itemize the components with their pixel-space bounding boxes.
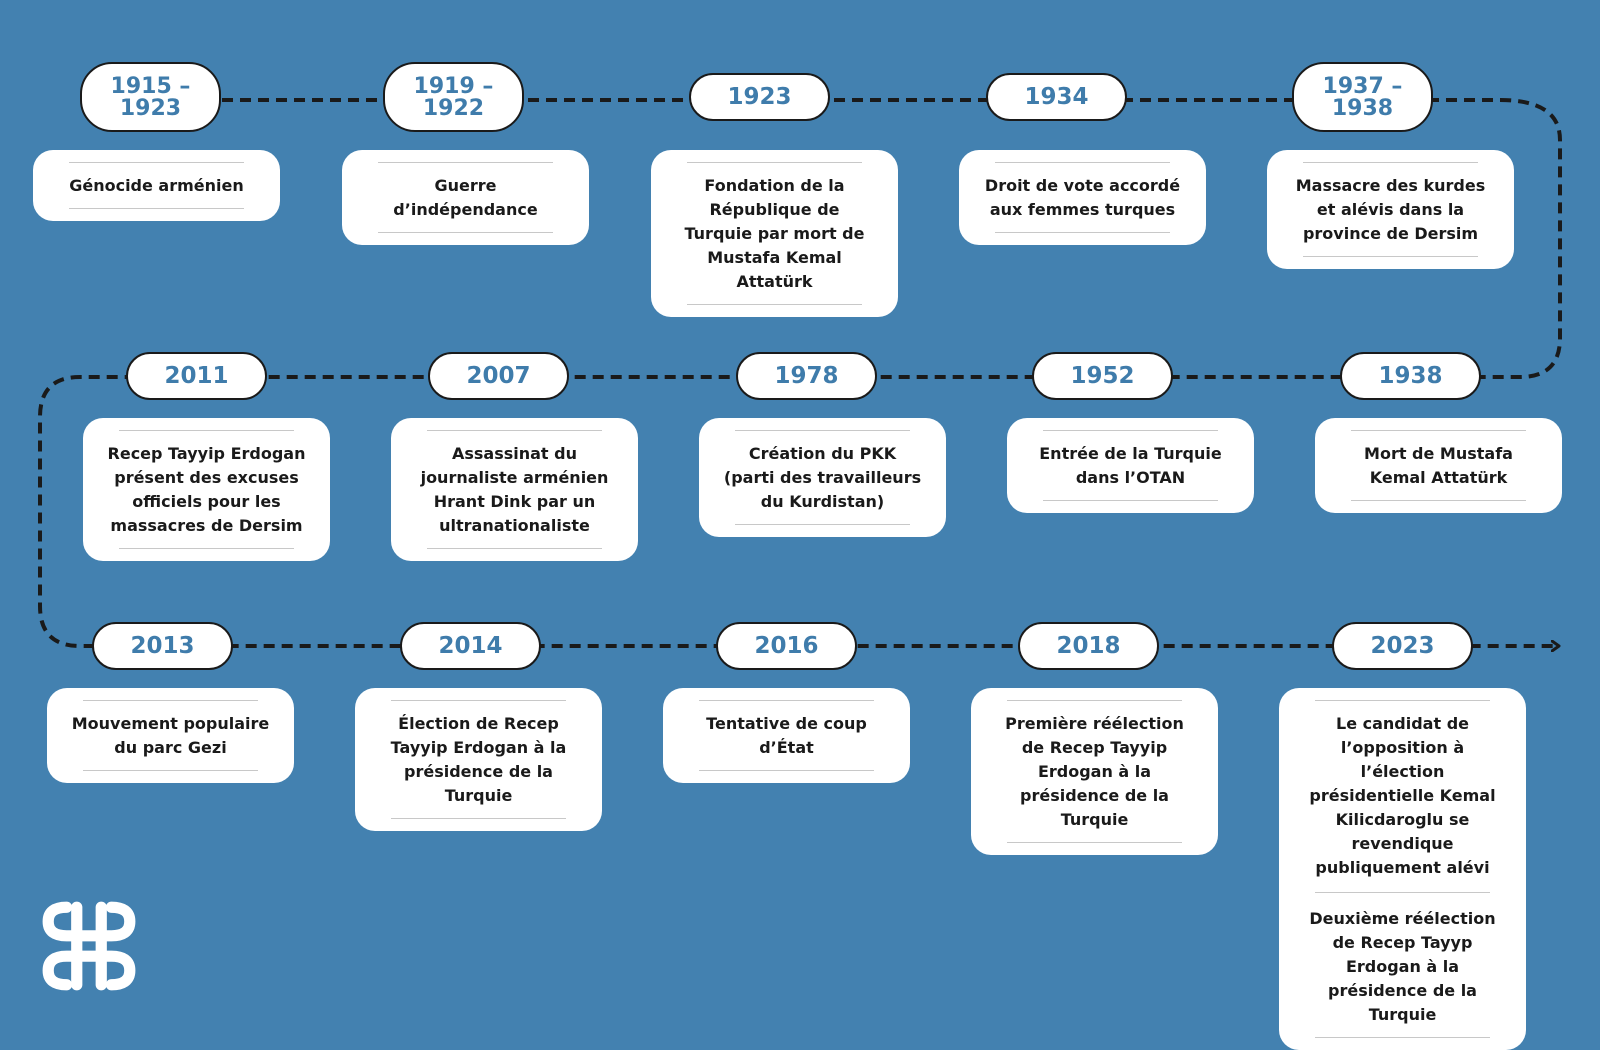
year-pill: 1934 [986, 73, 1127, 121]
event-text: Guerre d’indépendance [393, 176, 538, 219]
event-card [391, 418, 638, 561]
year-pill: 1952 [1032, 352, 1173, 400]
event-card [663, 688, 910, 783]
card-divider [427, 548, 602, 549]
year-pill: 2023 [1332, 622, 1473, 670]
year-pill: 2018 [1018, 622, 1159, 670]
card-divider [69, 208, 244, 209]
year-pill: 1938 [1340, 352, 1481, 400]
event-text: Mort de Mustafa Kemal Attatürk [1364, 444, 1513, 487]
year-pill: 1915 – 1923 [80, 62, 221, 132]
card-divider [119, 548, 294, 549]
event-card [83, 418, 330, 561]
event-card [971, 688, 1218, 855]
card-divider [995, 232, 1170, 233]
event-text: Mouvement populaire du parc Gezi [71, 714, 270, 757]
event-text: Tentative de coup d’État [706, 714, 867, 757]
year-pill: 1978 [736, 352, 877, 400]
event-text: Fondation de la République de Turquie par mort de Mustafa Kemal Attatürk [684, 176, 865, 291]
card-divider [83, 770, 258, 771]
event-text: Génocide arménien [69, 176, 244, 195]
year-pill: 2014 [400, 622, 541, 670]
event-card [355, 688, 602, 831]
card-divider [1315, 892, 1490, 893]
card-divider [699, 770, 874, 771]
knot-logo-icon [38, 895, 140, 997]
year-pill: 2011 [126, 352, 267, 400]
year-pill: 2016 [716, 622, 857, 670]
event-card [699, 418, 946, 537]
event-text: Deuxième réélection de Recep Tayyp Erdogan à la présidence de la Turquie [1309, 909, 1496, 1024]
card-divider [1303, 256, 1478, 257]
event-card [1279, 688, 1526, 1050]
year-pill: 1937 – 1938 [1292, 62, 1433, 132]
card-divider [1315, 1037, 1490, 1038]
event-text: Le candidat de l’opposition à l’élection présidentielle Kemal Kilicdaroglu se revendique publiquement alévi [1309, 714, 1496, 877]
event-card [1315, 418, 1562, 513]
event-text: Création du PKK (parti des travailleurs du Kurdistan) [723, 444, 922, 511]
event-card [959, 150, 1206, 245]
event-card [47, 688, 294, 783]
event-text: Élection de Recep Tayyip Erdogan à la présidence de la Turquie [390, 714, 567, 805]
card-divider [391, 818, 566, 819]
card-divider [1007, 842, 1182, 843]
card-divider [735, 524, 910, 525]
event-text: Assassinat du journaliste arménien Hrant Dink par un ultranationaliste [420, 444, 609, 535]
year-pill: 2013 [92, 622, 233, 670]
event-card [651, 150, 898, 317]
year-pill: 1919 – 1922 [383, 62, 524, 132]
event-card [342, 150, 589, 245]
event-text: Première réélection de Recep Tayyip Erdogan à la présidence de la Turquie [1005, 714, 1184, 829]
event-text: Entrée de la Turquie dans l’OTAN [1039, 444, 1222, 487]
year-pill: 1923 [689, 73, 830, 121]
event-card [1267, 150, 1514, 269]
event-text: Recep Tayyip Erdogan présent des excuses officiels pour les massacres de Dersim [107, 444, 306, 535]
year-pill: 2007 [428, 352, 569, 400]
card-divider [687, 304, 862, 305]
card-divider [1351, 500, 1526, 501]
event-text: Massacre des kurdes et alévis dans la province de Dersim [1295, 176, 1486, 243]
card-divider [1043, 500, 1218, 501]
event-card [33, 150, 280, 221]
event-card [1007, 418, 1254, 513]
card-divider [378, 232, 553, 233]
event-text: Droit de vote accordé aux femmes turques [984, 176, 1181, 219]
